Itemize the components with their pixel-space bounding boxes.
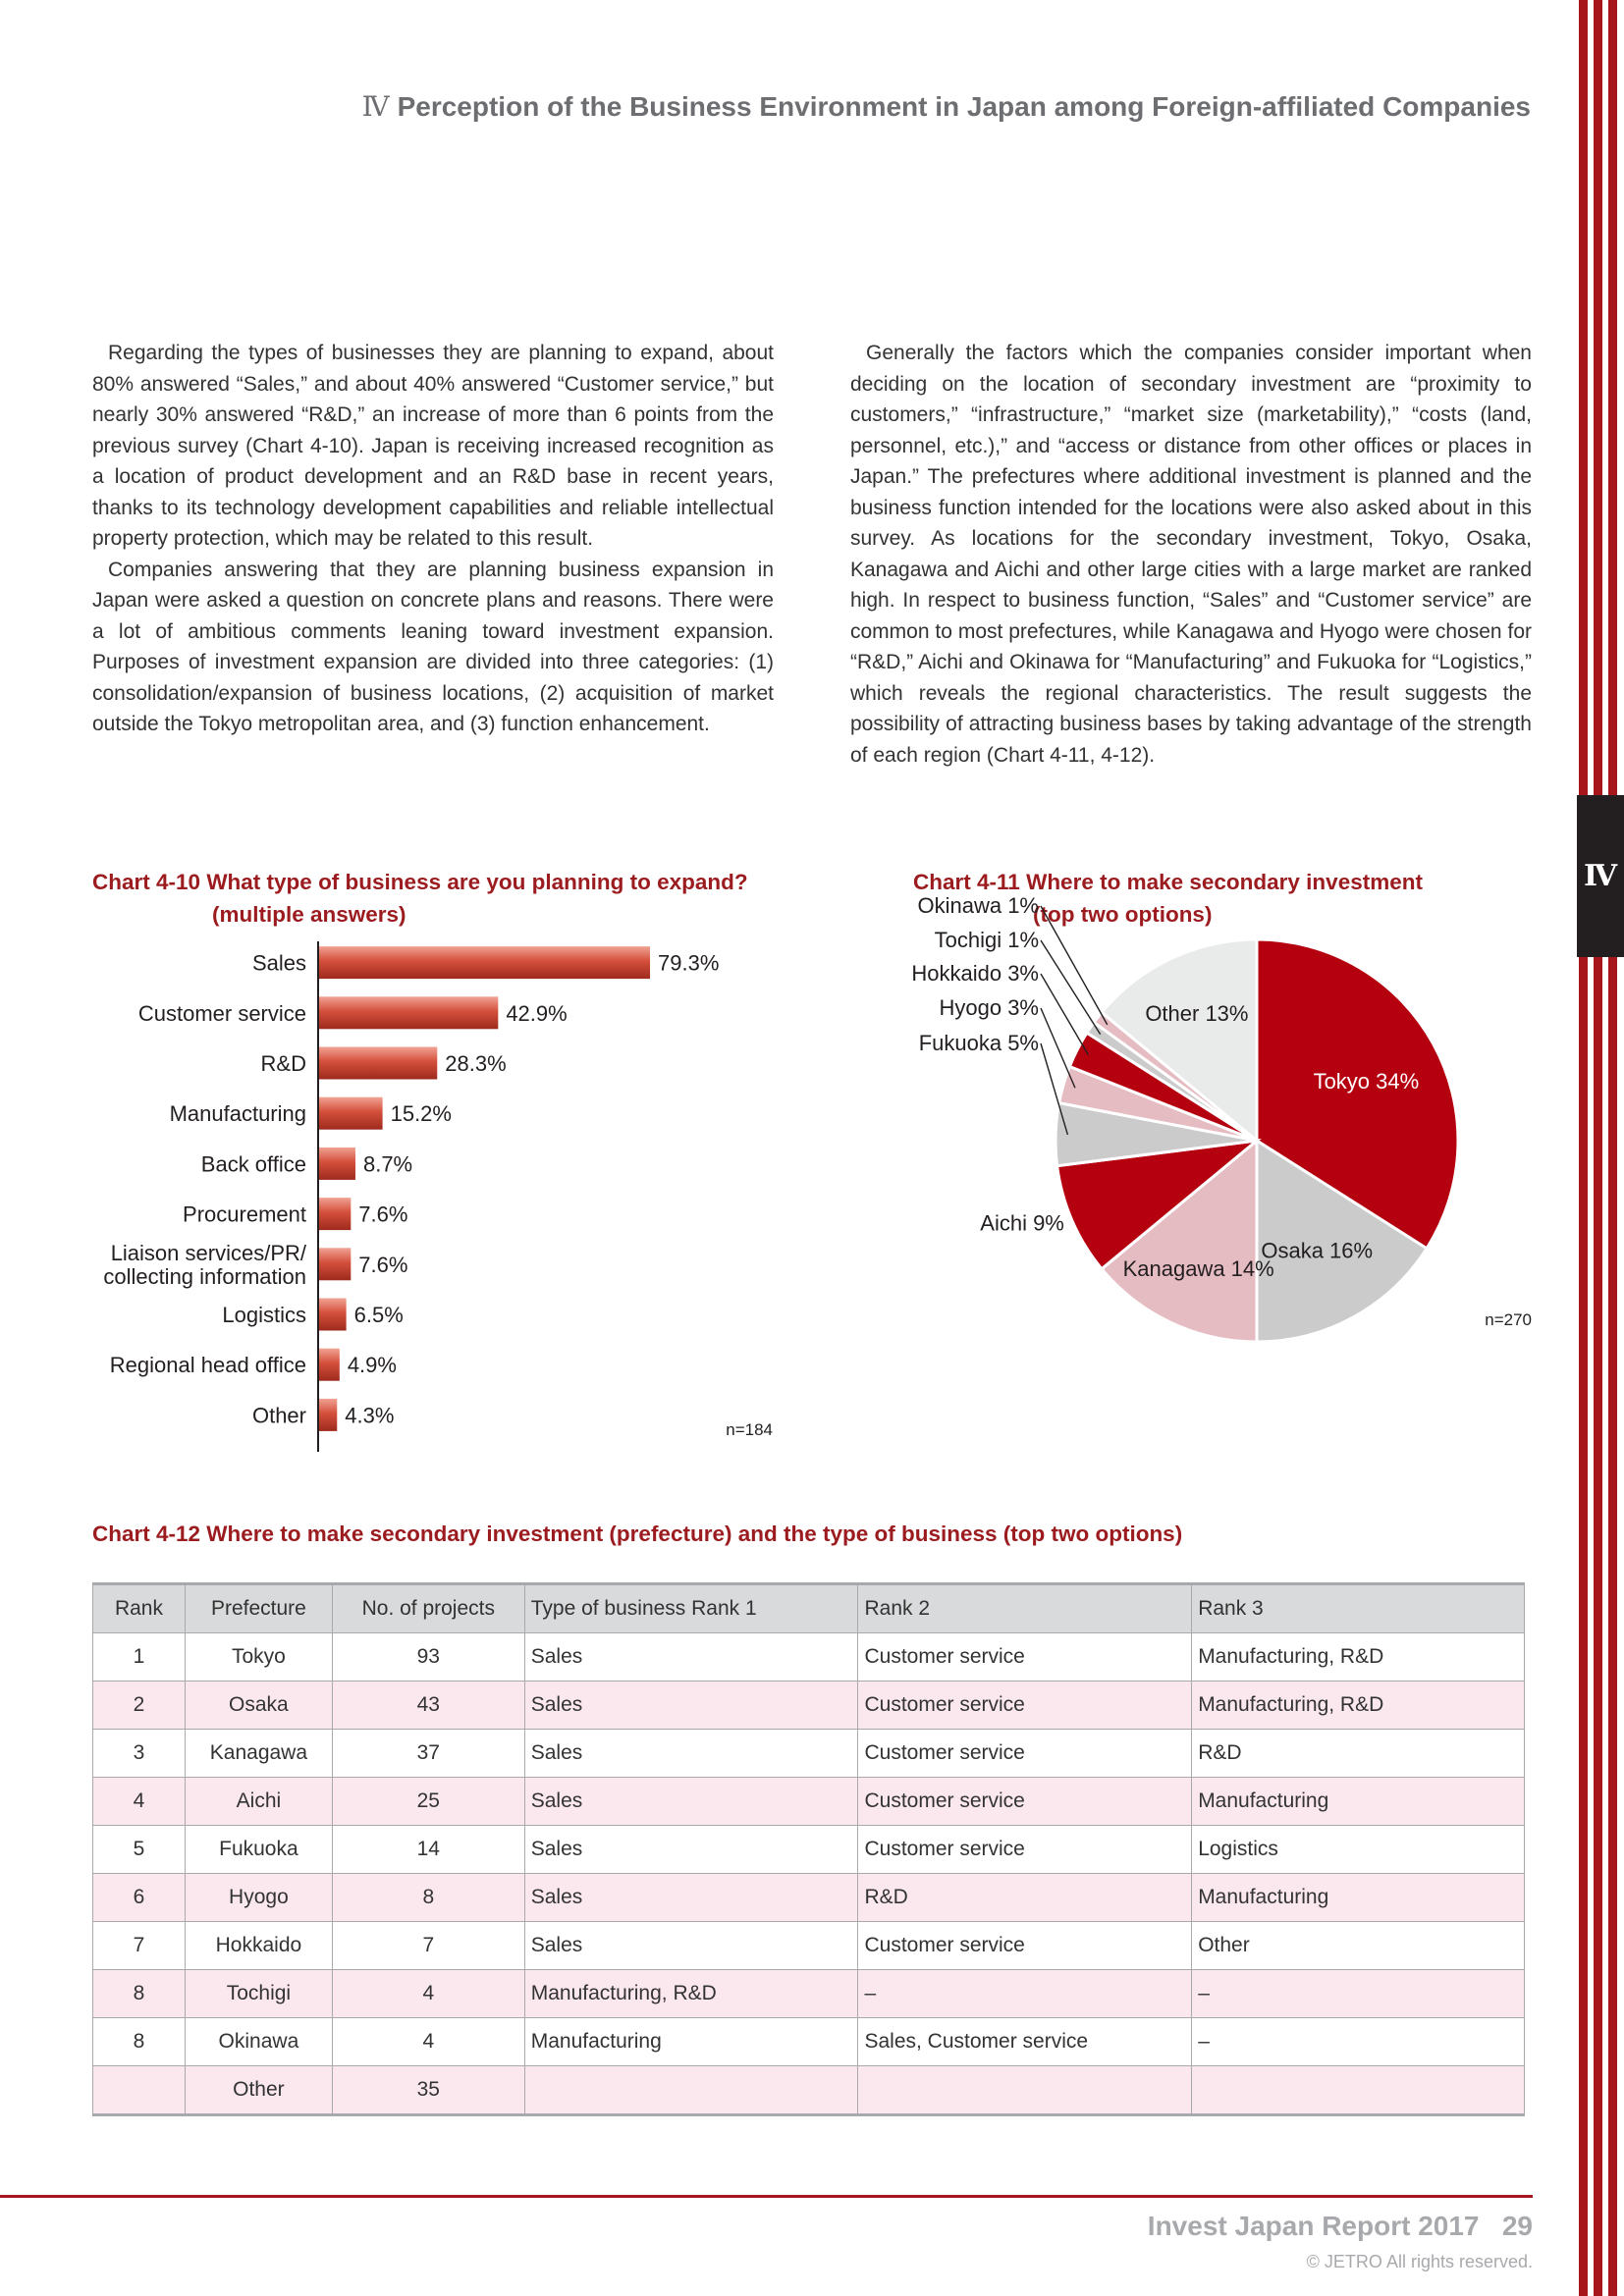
- column-header: Type of business Rank 1: [524, 1584, 858, 1633]
- chart-4-10-bar-chart: [92, 937, 809, 1453]
- sample-size-label: n=184: [726, 1420, 773, 1439]
- leader-line: [1041, 974, 1088, 1055]
- table-cell: 35: [332, 2066, 524, 2115]
- pie-label: Okinawa 1%: [917, 893, 1039, 918]
- chart-title-text: What type of business are you planning to expand?: [206, 870, 748, 894]
- left-column-text: [92, 338, 774, 740]
- table-cell: Customer service: [858, 1730, 1192, 1778]
- bar-value-label: 8.7%: [362, 1151, 413, 1177]
- footer-title: [1148, 2211, 1533, 2242]
- table-cell: Osaka: [185, 1682, 332, 1730]
- pie-label: Aichi 9%: [980, 1210, 1064, 1236]
- bar-value-label: 28.3%: [445, 1051, 507, 1076]
- column-header: Rank 2: [858, 1584, 1192, 1633]
- table-cell: 37: [332, 1730, 524, 1778]
- table-cell: 7: [332, 1922, 524, 1970]
- chart-title-text: Where to make secondary investment: [1026, 870, 1423, 894]
- pie-label: Osaka 16%: [1261, 1238, 1374, 1263]
- leader-line: [1041, 1008, 1075, 1088]
- chart-title-prefix: Chart 4-11: [913, 870, 1020, 894]
- bar-value-label: 42.9%: [506, 1000, 568, 1026]
- category-label: Regional head office: [109, 1353, 306, 1378]
- category-label: Logistics: [222, 1303, 306, 1327]
- table-cell: [858, 2066, 1192, 2115]
- table-cell: Hokkaido: [185, 1922, 332, 1970]
- report-title: Invest Japan Report 2017: [1147, 2211, 1480, 2241]
- table-cell: [1192, 2066, 1525, 2115]
- table-cell: Fukuoka: [185, 1826, 332, 1874]
- chart-subtitle: (multiple answers): [212, 902, 406, 927]
- table-cell: 4: [332, 2018, 524, 2066]
- chart-4-10-title: [92, 866, 748, 931]
- page-header: [362, 90, 1531, 123]
- category-label: Other: [251, 1403, 306, 1428]
- table-cell: Other: [185, 2066, 332, 2115]
- category-label: Back office: [200, 1151, 306, 1177]
- table-cell: –: [1192, 1970, 1525, 2018]
- table-cell: Hyogo: [185, 1874, 332, 1922]
- table-row: [93, 1730, 1525, 1778]
- chart-4-12-table: [92, 1582, 1525, 2116]
- table-cell: Aichi: [185, 1778, 332, 1826]
- table-cell: Other: [1192, 1922, 1525, 1970]
- table-cell: Sales: [524, 1826, 858, 1874]
- pie-label: Tokyo 34%: [1313, 1068, 1420, 1094]
- bar-value-label: 4.3%: [345, 1403, 395, 1428]
- table-row: [93, 2066, 1525, 2115]
- footer-rule: [0, 2195, 1533, 2198]
- table-cell: 8: [93, 2018, 186, 2066]
- bar: [319, 996, 498, 1029]
- chapter-numeral: Ⅳ: [361, 90, 390, 123]
- paragraph: Regarding the types of businesses they are planning to expand, about 80% answered “Sales,” and about 40% answered “Customer service,” but nearly 30% answered “R&D,” an increase of more than 6 points from the previous survey (Chart 4-10). Japan is receiving increased recognition as a location of product development and an R&D base in recent years, thanks to its technology development capabilities and reliable intellectual property protection, which may be related to this result.: [92, 342, 774, 550]
- right-column-text: [850, 338, 1532, 771]
- bar: [319, 1349, 340, 1381]
- table-cell: Sales: [524, 1874, 858, 1922]
- bar: [319, 1198, 351, 1230]
- table-cell: 25: [332, 1778, 524, 1826]
- edge-stripe: [1608, 0, 1617, 2296]
- pie-label: Tochigi 1%: [934, 928, 1039, 952]
- table-cell: Manufacturing, R&D: [1192, 1682, 1525, 1730]
- paragraph: Generally the factors which the companies consider important when deciding on the location of secondary investment are “proximity to customers,” “infrastructure,” “market size (marketability),” “costs (land, personnel, etc.),” and “access or distance from other offices or places in Japan.” The prefectures where additional investment is planned and the business function intended for the locations were also asked about in this survey. As locations for the secondary investment, Tokyo, Osaka, Kanagawa and Aichi and other large cities with a large market are ranked high. In respect to business function, “Sales” and “Customer service” are common to most prefectures, while Kanagawa and Hyogo were chosen for “R&D,” Aichi and Okinawa for “Manufacturing” and Fukuoka for “Logistics,” which reveals the regional characteristics. The result suggests the possibility of attracting business bases by taking advantage of the strength of each region (Chart 4-11, 4-12).: [850, 342, 1532, 767]
- table-cell: Customer service: [858, 1778, 1192, 1826]
- table-cell: Sales: [524, 1682, 858, 1730]
- table-cell: 1: [93, 1633, 186, 1682]
- table-row: [93, 1633, 1525, 1682]
- table-cell: Customer service: [858, 1682, 1192, 1730]
- category-label: Sales: [251, 950, 306, 976]
- column-header: Prefecture: [185, 1584, 332, 1633]
- table-cell: Sales: [524, 1633, 858, 1682]
- bar: [319, 1248, 351, 1280]
- copyright: © JETRO All rights reserved.: [1306, 2252, 1533, 2271]
- pie-label: Other 13%: [1145, 1001, 1249, 1027]
- bar: [319, 1047, 437, 1080]
- table-cell: Okinawa: [185, 2018, 332, 2066]
- edge-stripe: [1594, 0, 1602, 2296]
- table-cell: Manufacturing: [1192, 1778, 1525, 1826]
- table-cell: Manufacturing, R&D: [1192, 1633, 1525, 1682]
- bar-value-label: 6.5%: [353, 1303, 404, 1327]
- pie-label: Kanagawa 14%: [1122, 1256, 1274, 1282]
- table-cell: Kanagawa: [185, 1730, 332, 1778]
- bar: [319, 1097, 383, 1130]
- chart-title-prefix: Chart 4-10: [92, 870, 201, 894]
- bar: [319, 1299, 347, 1331]
- category-label: Procurement: [183, 1201, 306, 1227]
- table-cell: 2: [93, 1682, 186, 1730]
- paragraph: Companies answering that they are planning business expansion in Japan were asked a question on concrete plans and reasons. There were a lot of ambitious comments leaning toward investment expansion. Purposes of investment expansion are divided into three categories: (1) consolidation/expansion of business locations, (2) acquisition of market outside the Tokyo metropolitan area, and (3) function enhancement.: [92, 558, 774, 735]
- table-row: [93, 1778, 1525, 1826]
- chapter-tab: [1577, 795, 1624, 957]
- page-number: 29: [1501, 2211, 1533, 2241]
- edge-stripe: [1579, 0, 1588, 2296]
- category-label: R&D: [260, 1051, 306, 1076]
- table-cell: 93: [332, 1633, 524, 1682]
- table-cell: R&D: [858, 1874, 1192, 1922]
- bar: [319, 946, 650, 979]
- table-cell: 8: [93, 1970, 186, 2018]
- table-cell: [93, 2066, 186, 2115]
- bar: [319, 1148, 355, 1180]
- table-cell: Sales, Customer service: [858, 2018, 1192, 2066]
- table-cell: 4: [332, 1970, 524, 2018]
- category-label: collecting information: [103, 1263, 306, 1289]
- table-cell: [524, 2066, 858, 2115]
- table-cell: 8: [332, 1874, 524, 1922]
- table-cell: Customer service: [858, 1922, 1192, 1970]
- table-cell: Sales: [524, 1730, 858, 1778]
- leader-line: [1041, 940, 1101, 1035]
- table-cell: 4: [93, 1778, 186, 1826]
- table-cell: 3: [93, 1730, 186, 1778]
- table-cell: Tochigi: [185, 1970, 332, 2018]
- bar-value-label: 15.2%: [390, 1101, 452, 1127]
- table-cell: 7: [93, 1922, 186, 1970]
- table-cell: Customer service: [858, 1633, 1192, 1682]
- pie-label: Hokkaido 3%: [911, 961, 1039, 986]
- bar-value-label: 4.9%: [347, 1353, 397, 1378]
- table-cell: Manufacturing: [1192, 1874, 1525, 1922]
- table-row: [93, 1970, 1525, 2018]
- table-cell: 14: [332, 1826, 524, 1874]
- pie-label: Fukuoka 5%: [918, 1031, 1039, 1055]
- table-cell: Logistics: [1192, 1826, 1525, 1874]
- table-cell: Manufacturing: [524, 2018, 858, 2066]
- header-title: Perception of the Business Environment in Japan among Foreign-affiliated Companies: [397, 91, 1531, 122]
- table-row: [93, 1826, 1525, 1874]
- table-cell: 5: [93, 1826, 186, 1874]
- table-row: [93, 2018, 1525, 2066]
- chart-4-12-title: Chart 4-12 Where to make secondary investment (prefecture) and the type of business (top two options): [92, 1522, 1183, 1546]
- table-cell: Sales: [524, 1922, 858, 1970]
- table-row: [93, 1874, 1525, 1922]
- table-cell: Sales: [524, 1778, 858, 1826]
- bar-value-label: 7.6%: [358, 1252, 408, 1277]
- column-header: Rank 3: [1192, 1584, 1525, 1633]
- bar: [319, 1399, 337, 1431]
- table-cell: Customer service: [858, 1826, 1192, 1874]
- table-cell: Manufacturing, R&D: [524, 1970, 858, 2018]
- table-row: [93, 1922, 1525, 1970]
- table-cell: 43: [332, 1682, 524, 1730]
- table-cell: Tokyo: [185, 1633, 332, 1682]
- table-row: [93, 1682, 1525, 1730]
- category-label: Manufacturing: [169, 1101, 306, 1127]
- table-cell: 6: [93, 1874, 186, 1922]
- bar-value-label: 7.6%: [358, 1201, 408, 1227]
- column-header: Rank: [93, 1584, 186, 1633]
- category-label: Customer service: [137, 1000, 306, 1026]
- chart-subtitle: (top two options): [1033, 902, 1213, 927]
- column-header: No. of projects: [332, 1584, 524, 1633]
- table-cell: –: [858, 1970, 1192, 2018]
- category-label: Liaison services/PR/: [110, 1240, 306, 1265]
- sample-size-label: n=270: [1485, 1310, 1532, 1329]
- table-cell: –: [1192, 2018, 1525, 2066]
- chapter-tab-label: Ⅳ: [1583, 859, 1618, 893]
- table-header-row: [93, 1584, 1525, 1633]
- pie-label: Hyogo 3%: [939, 995, 1039, 1020]
- table-cell: R&D: [1192, 1730, 1525, 1778]
- bar-value-label: 79.3%: [658, 950, 720, 976]
